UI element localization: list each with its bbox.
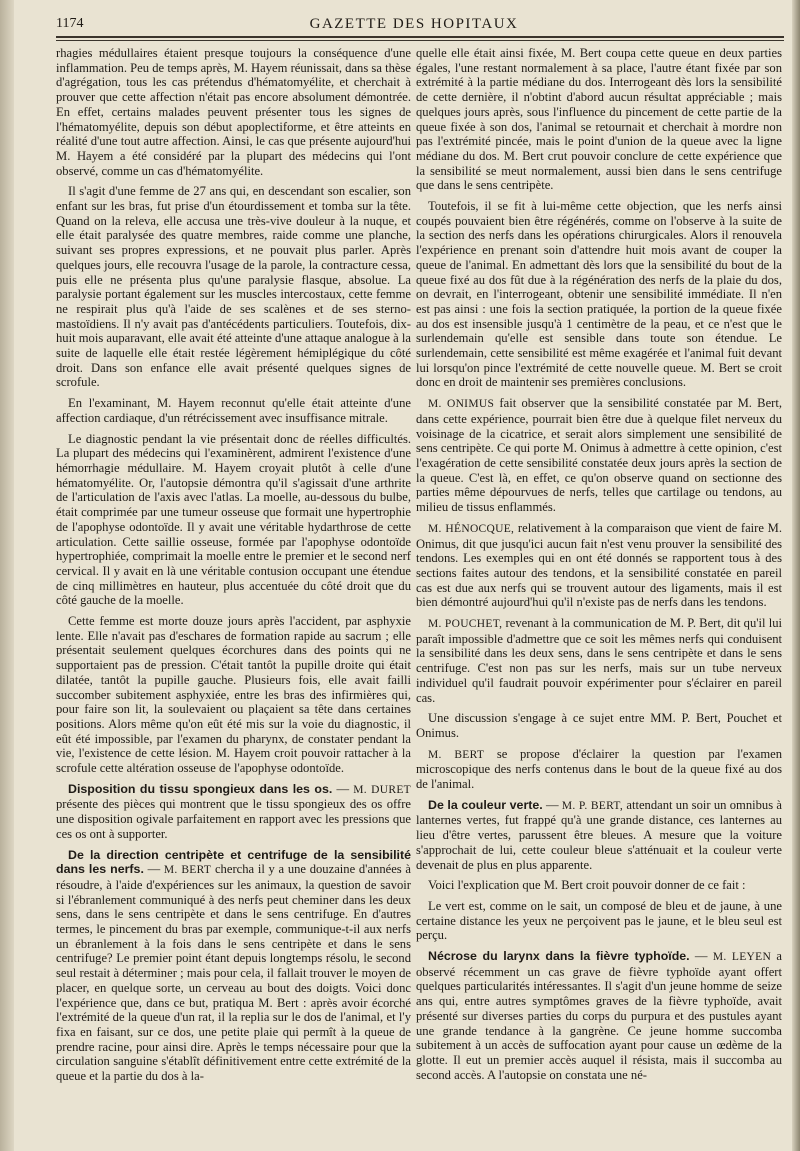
- section-title: Disposition du tissu spongieux dans les os.: [68, 781, 333, 796]
- paragraph: Toutefois, il se fit à lui-même cette objection, que les nerfs ainsi coupés pouvaient bien être régénérés, comme on l'observe à la suite de la section des nerfs dans les opérations chirurgicales. Alors il renouvela l'expérience en prenant soin d'attendre huit mois avant de couper la queue de l'animal. En admettant dès lors que la sensibilité du bout de la queue fixé au dos fût due à la régénération des nerfs de la plaie du dos, on devrait, en l'interrogeant, obtenir une sensibilité immédiate. Il n'en est pas ainsi : une fois la section pratiquée, la portion de la queue fixée au dos est insensible jusqu'à 1 centimètre de la peau, et ce n'est que le surlendemain qu'elle est sensible dans toute son étendue. Le surlendemain, cette sensibilité est même exagérée et l'animal fuit devant lui lorsqu'on pince l'extrémité de cette nouvelle queue. M. Bert se croit donc en droit de maintenir ses premières conclusions.: [416, 199, 782, 390]
- author-name: M. BERT: [163, 864, 212, 877]
- paragraph: Le vert est, comme on le sait, un composé de bleu et de jaune, à une certaine distance les yeux ne perçoivent pas le jaune, et le bleu seul est perçu.: [416, 898, 782, 943]
- intervention-bert: [416, 747, 782, 792]
- section-bert: De la direction centripète et centrifuge de la sensibilité dans les nerfs. — M. BERT chercha il y a une douzaine d'années à résoudre, à l'aide d'expériences sur les animaux, la question de savoir si l'ébranlement communiqué à des nerfs peut cheminer dans les deux sens, dans le sens centripète et dans le sens centrifuge. En d'autres termes, le pincement du bras par exemple, communique-t-il aux nerfs un ébranlement à la fois dans le sens centripète et dans le sens centrifuge? Le premier point étant depuis longtemps résolu, le second seul restait à déterminer ; mais pour cela, il fallait trouver le moyen de placer, en quelque sorte, un cerveau au bout des doigts. Voici donc l'expérience que, dans ce but, pratiqua M. Bert : après avoir écorché l'extrémité de la queue d'un rat, il la replia sur le dos de l'animal, et l'y fixa en faisant, sur ce dos, une petite plaie qui permît à la queue de prendre racine, pour ainsi dire. Après le temps nécessaire pour que la circulation sanguine s'établît définitivement entre cette extrémité de la queue et la partie du dos à la-: [56, 847, 411, 1084]
- page-edge-shadow: [792, 0, 800, 1151]
- right-column: [416, 46, 782, 1131]
- section-duret: Disposition du tissu spongieux dans les os. — M. DURET présente des pièces qui montrent que le tissu spongieux des os offre une disposition ogivale parfaitement en rapport avec les pressions que ces os ont à supporter.: [56, 781, 411, 841]
- intervention-text: fait observer que la sensibilité constatée par M. Bert, dans cette expérience, pourrait bien être due à quelque filet nerveux du voisinage de la cicatrice, et serait alors simplement une sensibilité de sens centripète. Ce qui porte M. Onimus à admettre à cette opinion, c'est l'exagération de cette sensibilité constatée deux jours après la section de la queue. C'est là, en effet, ce qu'on observe quand on sectionne des parties même dépourvues de nerfs, telles que cartilage ou tendons, au milieu de tissus enflammés.: [416, 396, 782, 515]
- author-name: M. P. BERT,: [561, 799, 624, 812]
- author-name: M. POUCHET,: [428, 618, 503, 631]
- intervention-onimus: [416, 396, 782, 515]
- author-name: M. LEYEN: [712, 951, 772, 964]
- section-title: Nécrose du larynx dans la fièvre typhoïde.: [428, 949, 690, 964]
- intervention-text: relativement à la comparaison que vient de faire M. Onimus, dit que jusqu'ici aucun fait n'est venu prouver la sensibilité des tendons. Les exemples qui en ont été donnés se rapportent tous à des sections faites autour des tendons, et la sensibilité constatée en pareil cas est due aux nerfs qui se trouvent autour des ligaments, mais il est bien démontré aujourd'hui qu'il n'existe pas de nerfs dans les tendons.: [416, 520, 782, 610]
- paragraph: quelle elle était ainsi fixée, M. Bert coupa cette queue en deux parties égales, l'une restant normalement à sa place, l'autre étant fixée par son extrémité à la partie médiane du dos. Interrogeant dès lors la sensibilité de cette dernière, il n'obtint d'abord aucun résultat appréciable ; mais quelques jours après, sous l'influence du pincement de cette partie de la queue fixée à son dos, l'animal se retournait et cherchait à mordre non pas l'extrémité pincée, mais le point d'union de la queue avec la ligne médiane du dos. M. Bert crut pouvoir conclure de cette expérience que la sensibilité se meut normalement, aussi bien dans le sens centrifuge que dans le sens centripète.: [416, 46, 782, 193]
- section-text: présente des pièces qui montrent que le tissu spongieux des os offre une disposition ogivale parfaitement en rapport avec les pressions que ces os ont à supporter.: [56, 797, 411, 841]
- paragraph: Il s'agit d'une femme de 27 ans qui, en descendant son escalier, son enfant sur les bras, fut prise d'un étourdissement et tomba sur la tête. Quand on la releva, elle accusa une très-vive douleur à la nuque, et elle était paralysée des quatre membres, raide comme une planche, suivant ses propres expressions, et ne pouvait plus parler. Après quelques jours, elle recouvra l'usage de la parole, la contracture cessa, puis elle ne présenta plus qu'une paralysie flasque, absolue. La paralysie portant également sur les muscles intercostaux, cette femme ne respirait plus qu'à l'aide de ses scalènes et de ses sterno-mastoïdiens. Il n'y avait pas d'antécédents particuliers. Toutefois, dix-huit mois auparavant, elle avait été atteinte d'une attaque analogue à la suite de laquelle elle était restée légèrement hémiplégique du côté droit. Dans son enfance elle avait présenté quelques signes de scrofule.: [56, 184, 411, 390]
- paragraph: Le diagnostic pendant la vie présentait donc de réelles difficultés. La plupart des médecins qui l'examinèrent, admirent l'existence d'une hémorrhagie médullaire. M. Hayem croyait plutôt à celle d'une hématomyélite. Or, l'autopsie démontra qu'il s'agissait d'une arthrite de l'articulation de l'axis avec l'atlas. La moelle, au-dessous du bulbe, était comprimée par une tumeur osseuse que formait une hypertrophie de l'apophyse odontoïde. Il y avait une véritable hydarthrose de cette articulation. Cette saillie osseuse, formée par l'apophyse odontoïde hypertrophiée, comprimait la moelle entre le premier et le second nerf cervical. Il y avait en là une véritable contusion occupant une étendue de cinq millimètres en hauteur, plus accentuée du côté droit que du côté gauche de la moelle.: [56, 431, 411, 608]
- intervention-henocque: [416, 521, 782, 610]
- author-name: M. DURET: [353, 783, 411, 796]
- section-larynx: Nécrose du larynx dans la fièvre typhoïde. — M. LEYEN a observé récemment un cas grave de fièvre typhoïde ayant offert quelques particularités intéressantes. Il s'agit d'un jeune homme de seize ans qui, entre autres symptômes graves de la fièvre typhoïde, avait présenté sur diverses parties du corps du purpura et des pustules ayant une grande tendance à la gangrène. Ce jeune homme succomba subitement à un accès de suffocation ayant pour cause un œdème de la glotte. Il eut un premier accès auquel il résista, mais il succomba au second accès. A l'autopsie on constata une né-: [416, 949, 782, 1082]
- left-column: [56, 46, 411, 1131]
- paragraph: Une discussion s'engage à ce sujet entre MM. P. Bert, Pouchet et Onimus.: [416, 711, 782, 740]
- paragraph: Voici l'explication que M. Bert croit pouvoir donner de ce fait :: [428, 878, 746, 893]
- intervention-pouchet: [416, 616, 782, 705]
- paragraph: Cette femme est morte douze jours après l'accident, par asphyxie lente. Elle n'avait pas d'eschares de formation rapide au sacrum ; elle présentait seulement quelques écorchures dans des points qui ne supportaient pas de pression. C'était tantôt la pupille droite qui était dilatée, tantôt la pupille gauche. Plusieurs fois, elle avait failli succomber subitement asphyxiée, entre les bras des infirmières qui, pour faire son lit, la soulevaient ou plaçaient sa tête dans certaines positions. Alors même qu'on eût été mis sur la voie du diagnostic, il eût été impossible, par l'examen du pharynx, de constater pendant la vie, l'existence de cette lésion. M. Hayem croit pouvoir rattacher à la scrofule cette altération osseuse de l'apophyse odontoïde.: [56, 614, 411, 776]
- page-number: 1174: [56, 16, 84, 31]
- running-title: GAZETTE DES HOPITAUX: [309, 16, 519, 32]
- binding-shadow: [0, 0, 14, 1151]
- section-text: chercha il y a une douzaine d'années à résoudre, à l'aide d'expériences sur les animaux, la question de savoir si l'ébranlement communiqué à des nerfs peut cheminer dans les deux sens, dans le sens centripète et dans le sens centrifuge. En d'autres termes, le pincement du bras par exemple, communique-t-il aux nerfs un ébranlement à la fois dans le sens centripète et dans le sens centrifuge? Le premier point étant depuis longtemps résolu, le second seul restait à déterminer ; mais pour cela, il fallait trouver le moyen de placer, en quelque sorte, un cerveau au bout des doigts. Voici donc l'expérience que, dans ce but, pratiqua M. Bert : après avoir écorché l'extrémité de la queue d'un rat, il la replia sur le dos de l'animal, et l'y fixa en faisant, sur ce dos, une petite plaie qui permît à la queue de prendre racine, pour ainsi dire. Après le temps nécessaire pour que la circulation sanguine s'établît définitivement entre cette extrémité de la queue et la partie du dos à la-: [56, 862, 411, 1084]
- author-name: M. BERT: [428, 748, 485, 761]
- author-name: M. HÉNOCQUE,: [428, 522, 515, 535]
- section-title: De la couleur verte.: [428, 797, 543, 812]
- section-title: De la direction centripète et centrifuge de la sensibilité dans les nerfs.: [56, 847, 411, 877]
- header-rule: [56, 36, 784, 38]
- intervention-text: se propose d'éclairer la question par l'examen microscopique des nerfs contenus dans le bout de la queue fixé au dos de l'animal.: [416, 746, 782, 792]
- paragraph: rhagies médullaires étaient presque toujours la conséquence d'une inflammation. Peu de temps après, M. Hayem réunissait, dans sa thèse d'agrégation, tous les cas prétendus d'hématomyélite, et cherchait à prouver que cette affection n'était pas encore absolument démontrée. En effet, certains malades peuvent présenter tous les signes de l'hématomyélite, depuis son début apoplectiforme, et être atteints en réalité d'une tout autre affection. Ainsi, le cas que présente aujourd'hui M. Hayem a été considéré par la plupart des médecins qui l'ont observé, comme un cas d'hématomyélite.: [56, 46, 411, 178]
- author-name: M. ONIMUS: [428, 398, 495, 411]
- section-text: a observé récemment un cas grave de fièvre typhoïde ayant offert quelques particularités intéressantes. Il s'agit d'un jeune homme de seize ans qui, entre autres symptômes graves de la fièvre typhoïde, avait présenté sur diverses parties du corps du purpura et des pustules ayant une grande tendance à la gangrène. Ce jeune homme succomba subitement à un accès de suffocation ayant pour cause un œdème de la glotte. Il eut un premier accès auquel il résista, mais il succomba au second accès. A l'autopsie on constata une né-: [416, 949, 782, 1082]
- page-header: [44, 10, 784, 34]
- intervention-text: revenant à la communication de M. P. Bert, dit qu'il lui paraît impossible d'admettre que ce soit les mêmes nerfs qui conduisent la sensibilité dans les deux sens, dans le sens centripète et dans le sens centrifuge. C'est non pas sur les nerfs, mais sur un tube nerveux individuel qu'il faudrait pouvoir expérimenter pour s'éclairer en pareil cas.: [416, 616, 782, 705]
- section-couleur-verte: De la couleur verte. — M. P. BERT, attendant un soir un omnibus à lanternes vertes, fut frappé qu'à une grande distance, ces lanternes au lieu d'être vertes, parussent être bleues. A mesure que la voiture s'approchait de lui, cette couleur bleue s'atténuait et la couleur verte devenait de plus en plus apparente.: [416, 797, 782, 872]
- header-rule-thin: [56, 40, 784, 41]
- paragraph: En l'examinant, M. Hayem reconnut qu'elle était atteinte d'une affection cardiaque, d'un rétrécissement avec insuffisance mitrale.: [56, 396, 411, 425]
- section-text: attendant un soir un omnibus à lanternes vertes, fut frappé qu'à une grande distance, ces lanternes au lieu d'être vertes, parussent être bleues. A mesure que la voiture s'approchait de lui, cette couleur bleue s'atténuait et la couleur verte devenait de plus en plus apparente.: [416, 797, 782, 872]
